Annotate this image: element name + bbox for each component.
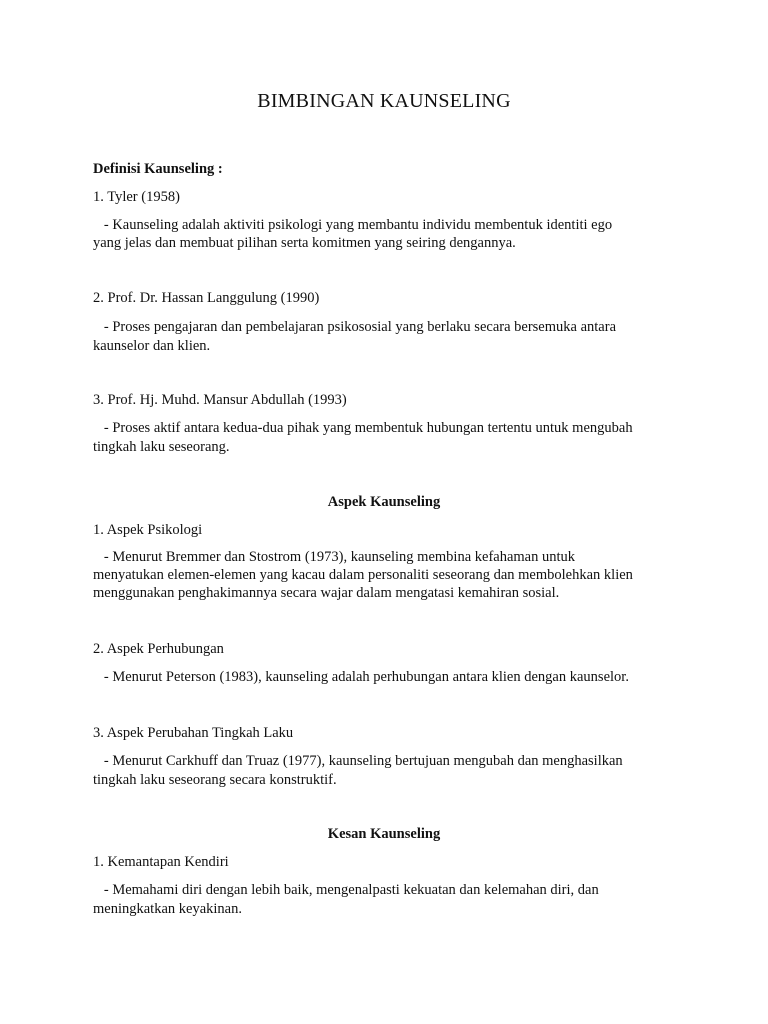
aspek-item-1-label: 1. Aspek Psikologi (93, 522, 203, 538)
kesan-item-1-text-line2: meningkatkan keyakinan. (93, 901, 242, 917)
aspek-item-3-text-line1: - Menurut Carkhuff dan Truaz (1977), kaunseling bertujuan mengubah dan menghasilkan (93, 753, 623, 769)
definisi-item-2-text-line2: kaunselor dan klien. (93, 338, 211, 354)
kesan-item-1-label: 1. Kemantapan Kendiri (93, 854, 229, 870)
aspek-item-1-text-line3: menggunakan penghakimannya secara wajar dalam mengatasi kemahiran sosial. (93, 585, 560, 601)
definisi-item-1-label: 1. Tyler (1958) (93, 189, 180, 205)
definisi-item-2-label: 2. Prof. Dr. Hassan Langgulung (1990) (93, 290, 320, 306)
definisi-item-2-text-line1: - Proses pengajaran dan pembelajaran psikososial yang berlaku secara bersemuka antara (93, 319, 616, 335)
aspek-item-1-text-line2: menyatukan elemen-elemen yang kacau dalam personaliti seseorang dan membolehkan klien (93, 567, 633, 583)
kesan-item-1-text-line1: - Memahami diri dengan lebih baik, mengenalpasti kekuatan dan kelemahan diri, dan (93, 882, 599, 898)
definisi-item-1-text-line1: - Kaunseling adalah aktiviti psikologi yang membantu individu membentuk identiti ego (93, 217, 613, 233)
definisi-item-3-label: 3. Prof. Hj. Muhd. Mansur Abdullah (1993) (93, 392, 347, 408)
document-title: BIMBINGAN KAUNSELING (257, 90, 511, 112)
aspek-item-2-label: 2. Aspek Perhubungan (93, 641, 224, 657)
definisi-item-3-text-line2: tingkah laku seseorang. (93, 439, 230, 455)
aspek-heading: Aspek Kaunseling (327, 494, 441, 510)
definisi-heading: Definisi Kaunseling : (93, 161, 223, 177)
kesan-heading: Kesan Kaunseling (327, 826, 441, 842)
aspek-item-1-text-line1: - Menurut Bremmer dan Stostrom (1973), kaunseling membina kefahaman untuk (93, 549, 576, 565)
aspek-item-3-label: 3. Aspek Perubahan Tingkah Laku (93, 725, 294, 741)
definisi-item-1-text-line2: yang jelas dan membuat pilihan serta komitmen yang seiring dengannya. (93, 235, 516, 251)
aspek-item-2-text-line1: - Menurut Peterson (1983), kaunseling adalah perhubungan antara klien dengan kaunselor. (93, 669, 629, 685)
aspek-item-3-text-line2: tingkah laku seseorang secara konstruktif. (93, 772, 337, 788)
definisi-item-3-text-line1: - Proses aktif antara kedua-dua pihak yang membentuk hubungan tertentu untuk mengubah (93, 420, 633, 436)
